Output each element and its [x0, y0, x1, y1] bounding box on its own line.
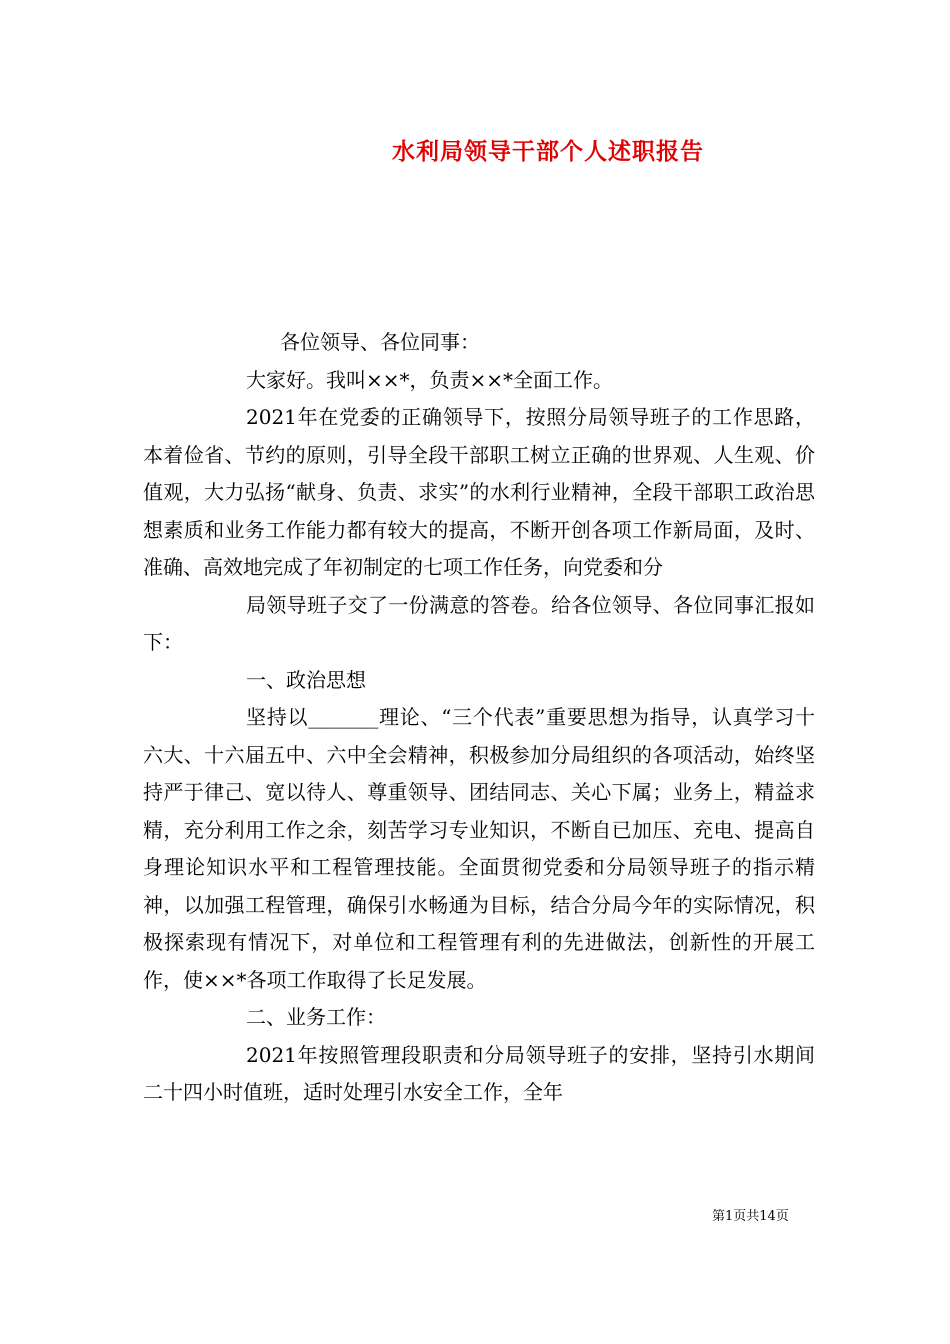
summary-paragraph: 2021年在党委的正确领导下，按照分局领导班子的工作思路，本着俭省、节约的原则，引导全段干部职工树立正确的世界观、人生观、价值观，大力弘扬“献身、负责、求实”的水利行业精神，全段干部职工政治思想素质和业务工作能力都有较大的提高，不断开创各项工作新局面，及时、准确、高效地完成了年初制定的七项工作任务，向党委和分: [143, 405, 815, 579]
page-number: 第1页共14页: [712, 1209, 789, 1224]
document-body: [143, 324, 815, 1112]
business-paragraph: 2021年按照管理段职责和分局领导班子的安排，坚持引水期间二十四小时值班，适时处理引水安全工作，全年: [143, 1042, 815, 1104]
section-heading-political: 一、政治思想: [246, 667, 366, 692]
document-title: 水利局领导干部个人述职报告: [392, 138, 704, 165]
report-intro-paragraph: 局领导班子交了一份满意的答卷。给各位领导、各位同事汇报如下：: [143, 592, 815, 654]
salutation: 各位领导、各位同事：: [280, 330, 480, 354]
political-paragraph: 坚持以_______理论、“三个代表”重要思想为指导，认真学习十六大、十六届五中、六中全会精神，积极参加分局组织的各项活动，始终坚持严于律己、宽以待人、尊重领导、团结同志、关心下属；业务上，精益求精，充分利用工作之余，刻苦学习专业知识，不断自已加压、充电、提高自身理论知识水平和工程管理技能。全面贯彻党委和分局领导班子的指示精神，以加强工程管理，确保引水畅通为目标，结合分局今年的实际情况，积极探索现有情况下，对单位和工程管理有利的先进做法，创新性的开展工作，使××*各项工作取得了长足发展。: [143, 705, 815, 992]
section-heading-business: 二、业务工作：: [246, 1005, 386, 1029]
greeting-paragraph: 大家好。我叫××*，负责××*全面工作。: [246, 367, 614, 392]
